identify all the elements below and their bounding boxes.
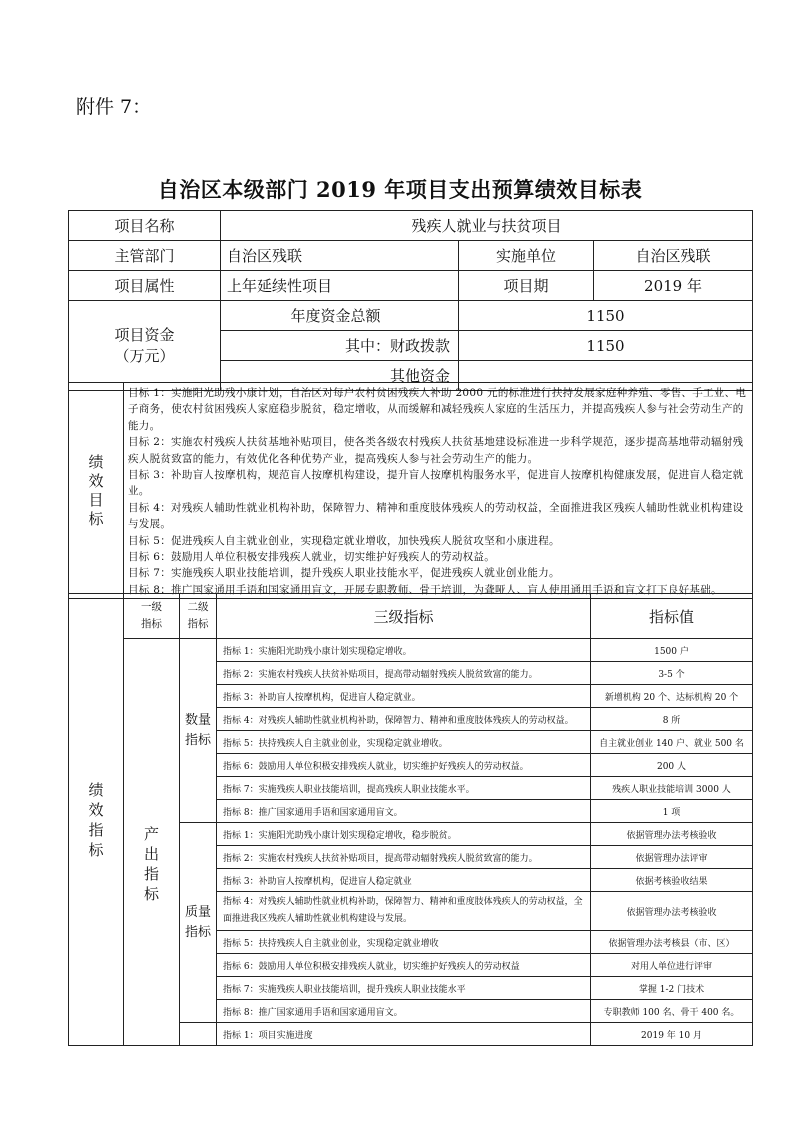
- dept-value: 自治区残联: [221, 241, 459, 271]
- quantity-label: [180, 639, 217, 823]
- indicator-text: 指标 8：推广国家通用手语和国家通用盲文。: [217, 800, 591, 823]
- section-label-char: 指: [88, 820, 104, 839]
- goal-item: 目标 2：实施农村残疾人扶贫基地补贴项目，使各类各级农村残疾人扶贫基地建设标准进一步科学规范，逐步提高基地带动辐射残疾人脱贫致富的能力，有效优化各种优势产业，提高残疾人参与社会劳动生产的能力。: [128, 436, 744, 465]
- funds-total-row: [69, 301, 753, 331]
- indicator-value: 8 所: [591, 708, 753, 731]
- goal-item: 目标 1：实施阳光助残小康计划，自治区对每户农村贫困残疾人补助 2000 元的标准进行扶持发展家庭种养殖、零售、手工业、电子商务，使农村贫困残疾人家庭稳步脱贫，稳定增收，从而缓解和减轻残疾人家庭的生活压力，并提高残疾人参与社会劳动生产的能力。: [128, 387, 747, 432]
- attachment-label: 附件 7：: [76, 96, 152, 118]
- indicators-table: [68, 593, 753, 1046]
- indicator-text: 指标 2：实施农村残疾人扶贫补贴项目，提高带动辐射残疾人脱贫致富的能力。: [217, 662, 591, 685]
- goals-label-char: 目: [88, 490, 104, 509]
- section-label-char: 效: [88, 800, 104, 819]
- indicator-text: 指标 1：实施阳光助残小康计划实现稳定增收。: [217, 639, 591, 662]
- indicator-value: 依据管理办法考核验收: [591, 823, 753, 846]
- goal-item: 目标 8：推广国家通用手语和国家通用盲文，开展专职教师、骨干培训，为聋哑人、盲人使用通用手语和盲文打下良好基础。: [128, 583, 722, 596]
- indicator-value: 3-5 个: [591, 662, 753, 685]
- output-label-char: 产: [143, 825, 159, 843]
- goal-item: 目标 4：对残疾人辅助性就业机构补助，保障智力、精神和重度肢体残疾人的劳动权益，全面推进我区残疾人辅助性就业机构建设与发展。: [128, 501, 744, 531]
- indicator-text: 指标 5：扶持残疾人自主就业创业，实现稳定就业增收: [217, 931, 591, 954]
- indicator-text: 指标 1：实施阳光助残小康计划实现稳定增收，稳步脱贫。: [217, 823, 591, 846]
- col-level1-header: [124, 594, 180, 639]
- impl-value: 自治区残联: [594, 241, 753, 271]
- quality-label-line2: 指标: [184, 924, 211, 940]
- funds-label-line1: 项目资金: [114, 325, 175, 344]
- other-label: 其他资金: [221, 361, 459, 391]
- indicator-value: 对用人单位进行评审: [591, 954, 753, 977]
- indicator-text: 指标 8：推广国家通用手语和国家通用盲文。: [217, 1000, 591, 1023]
- goal-item: 目标 6：鼓励用人单位积极安排残疾人就业，切实维护好残疾人的劳动权益。: [128, 551, 496, 564]
- dept-row: [69, 241, 753, 271]
- quality-label: [180, 823, 217, 1023]
- section-label-char: 绩: [88, 780, 104, 799]
- col-level3-header: 三级指标: [217, 594, 591, 639]
- total-label: 年度资金总额: [221, 301, 459, 331]
- indicator-text: 指标 4：对残疾人辅助性就业机构补助，保障智力、精神和重度肢体残疾人的劳动权益，全面推进我区残疾人辅助性就业机构建设与发展。: [217, 892, 591, 931]
- indicator-value: 残疾人职业技能培训 3000 人: [591, 777, 753, 800]
- project-name-value: 残疾人就业与扶贫项目: [221, 211, 753, 241]
- impl-label: 实施单位: [459, 241, 594, 271]
- col-level2-line1: 二级: [187, 601, 209, 613]
- funds-label-line2: （万元）: [114, 346, 175, 365]
- indicator-value: 依据考核验收结果: [591, 869, 753, 892]
- goals-table: [68, 382, 753, 599]
- dept-label: 主管部门: [69, 241, 221, 271]
- table-row: [69, 639, 753, 662]
- indicator-value: 依据管理办法评审: [591, 846, 753, 869]
- indicator-value: 2019 年 10 月: [591, 1023, 753, 1046]
- funds-label: [69, 301, 221, 391]
- goals-label-char: 标: [88, 509, 104, 528]
- indicator-text: 指标 7：实施残疾人职业技能培训，提升残疾人职业技能水平: [217, 977, 591, 1000]
- period-label: 项目期: [459, 271, 594, 301]
- indicator-value: 专职教师 100 名、骨干 400 名。: [591, 1000, 753, 1023]
- goals-label-char: 效: [88, 471, 104, 490]
- col-level2-line2: 指标: [187, 618, 209, 630]
- project-info-table: [68, 210, 753, 391]
- attr-value: 上年延续性项目: [221, 271, 459, 301]
- indicators-section-label: [69, 594, 124, 1046]
- goals-label: [69, 383, 124, 599]
- indicator-value: 200 人: [591, 754, 753, 777]
- attr-row: [69, 271, 753, 301]
- indicator-value: 依据管理办法考核验收: [591, 892, 753, 931]
- goal-item: 目标 3：补助盲人按摩机构，规范盲人按摩机构建设，提升盲人按摩机构服务水平，促进盲人按摩机构健康发展，促进盲人稳定就业。: [128, 469, 744, 498]
- fiscal-label: 其中：财政拨款: [221, 331, 459, 361]
- indicator-value: 掌握 1-2 门技术: [591, 977, 753, 1000]
- goal-item: 目标 7：实施残疾人职业技能培训，提升残疾人职业技能水平，促进残疾人就业创业能力。: [128, 567, 560, 580]
- indicators-header-row: [69, 594, 753, 639]
- output-label-char: 标: [143, 885, 159, 903]
- goals-content: [124, 383, 753, 599]
- col-level2-header: [180, 594, 217, 639]
- page-title: 自治区本级部门 2019 年项目支出预算绩效目标表: [157, 177, 643, 202]
- indicator-text: 指标 1：项目实施进度: [217, 1023, 591, 1046]
- output-label-char: 出: [143, 845, 159, 863]
- indicator-value: 1 项: [591, 800, 753, 823]
- quality-label-line1: 质量: [184, 904, 211, 920]
- attr-label: 项目属性: [69, 271, 221, 301]
- indicator-text: 指标 4：对残疾人辅助性就业机构补助，保障智力、精神和重度肢体残疾人的劳动权益。: [217, 708, 591, 731]
- time-label: [180, 1023, 217, 1046]
- indicator-text: 指标 3：补助盲人按摩机构，促进盲人稳定就业。: [217, 685, 591, 708]
- indicator-text: 指标 3：补助盲人按摩机构，促进盲人稳定就业: [217, 869, 591, 892]
- project-name-row: [69, 211, 753, 241]
- indicator-value: 依据管理办法考核县（市、区）: [591, 931, 753, 954]
- indicator-value: 自主就业创业 140 户、就业 500 名: [591, 731, 753, 754]
- output-label-char: 指: [143, 865, 159, 883]
- indicator-text: 指标 6：鼓励用人单位积极安排残疾人就业，切实维护好残疾人的劳动权益: [217, 954, 591, 977]
- col-level1-line1: 一级: [141, 601, 162, 613]
- quantity-label-line1: 数量: [184, 712, 211, 728]
- project-name-label: 项目名称: [69, 211, 221, 241]
- indicator-text: 指标 7：实施残疾人职业技能培训，提高残疾人职业技能水平。: [217, 777, 591, 800]
- period-value: 2019 年: [594, 271, 753, 301]
- indicator-text: 指标 5：扶持残疾人自主就业创业，实现稳定就业增收。: [217, 731, 591, 754]
- total-value: 1150: [459, 301, 753, 331]
- section-label-char: 标: [88, 840, 104, 859]
- indicator-value: 新增机构 20 个、达标机构 20 个: [591, 685, 753, 708]
- level1-output-label: [124, 639, 180, 1046]
- goals-label-char: 绩: [88, 452, 104, 471]
- indicator-value: 1500 户: [591, 639, 753, 662]
- indicator-text: 指标 6：鼓励用人单位积极安排残疾人就业，切实维护好残疾人的劳动权益。: [217, 754, 591, 777]
- quantity-label-line2: 指标: [184, 732, 211, 748]
- indicator-text: 指标 2：实施农村残疾人扶贫补贴项目，提高带动辐射残疾人脱贫致富的能力。: [217, 846, 591, 869]
- col-level1-line2: 指标: [141, 618, 162, 630]
- goal-item: 目标 5：促进残疾人自主就业创业，实现稳定就业增收，加快残疾人脱贫攻坚和小康进程。: [128, 534, 560, 547]
- col-value-header: 指标值: [591, 594, 753, 639]
- fiscal-value: 1150: [459, 331, 753, 361]
